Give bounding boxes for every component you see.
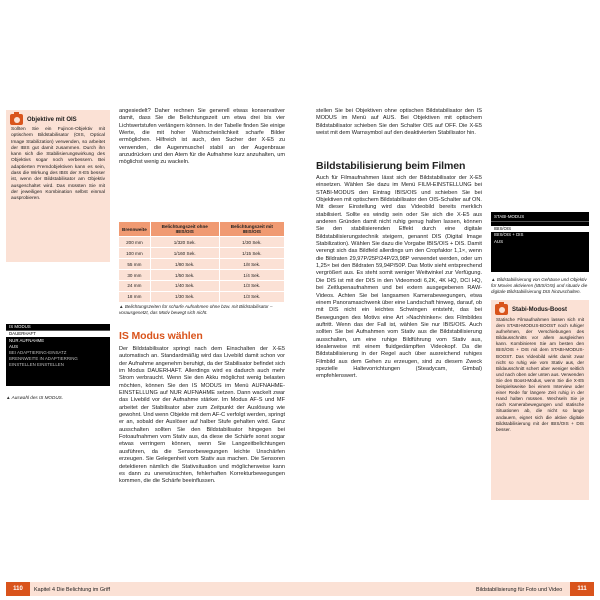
camera-menu-screenshot-is-modus [6, 324, 110, 386]
menu-hint-2: BRENNWEITE IN ADAPTIERRING [9, 356, 78, 362]
table-row: 18 mm 1/30 Sek. 1/3 Sek. [119, 291, 285, 301]
heading-is-modus: IS Modus wählen [119, 330, 203, 342]
sidebar-note-ois [6, 110, 110, 262]
table-row: 100 mm 1/160 Sek. 1/15 Sek. [119, 248, 285, 259]
menu-item-ibis-ois-dis[interactable]: IBIS/OIS + DIS [494, 232, 524, 238]
note-title: Stabi-Modus-Boost [512, 306, 567, 313]
triangle-icon: ▲ [119, 304, 124, 309]
page-number-right: 111 [570, 582, 594, 596]
exposure-table [119, 222, 285, 302]
paragraph-deactivate: stellen Sie bei Objektiven ohne optischen Bildstabilisator den IS MODUS im Menü auf AUS. Bei Objektiven mit optischem Bildstabilisator schieben Sie den Schalter OIS auf OFF. Die X-E5 weist mit dem Warnsymbol auf den deaktivierten Stabilisator hin. [316, 108, 482, 137]
menu-item-nur-aufnahme[interactable]: NUR AUFNAHME [9, 337, 45, 343]
camera-icon [10, 114, 23, 125]
triangle-icon: ▲ [491, 277, 496, 282]
page-number-left: 110 [6, 582, 30, 596]
menu-header: IS MODUS [6, 324, 110, 331]
note-text: Statische Filmaufnahmen lassen sich mit dem STABI-MODUS-BOOST noch ruhiger aufnehmen, der Verschiebungen des Bildausschnitts vor allem ausgleichen kann. Kombinieren Sie am besten den IBIS/OIS + DIS mit dem STABI-MODUS-BOOST. Das Videobild wirkt damit zwar nicht so ruhig wie vom Stativ aus, der Bildausschnitt schert aber weniger seitlich und nach oben oder unten aus. Verwenden Sie den Boost-Modus, wenn Sie die X-E5 beispielsweise bei einem Interview oder einer Rede für längere Zeit ruhig in der Hand halten müssen. Wechseln Sie je nach Kamerabewegungen und statische Situationen ab, die nicht so lange andauern, eignet sich die aktive digitale Bildstabilisierung mit der IBIS/OIS + DIS besser. [496, 317, 584, 432]
table-row: 55 mm 1/80 Sek. 1/8 Sek. [119, 259, 285, 270]
camera-icon [495, 304, 508, 315]
menu-header: STABI-MODUS [491, 212, 589, 222]
caption-stabi-modus: ▲ Bildstabilisierung von Gehäuse und Objektiv für Movies aktivieren (IBIS/OIS) und situativ die digitale Bildstabilisierung DIS hinzuschalten. [491, 277, 588, 294]
menu-item-aus[interactable]: AUS [9, 343, 19, 349]
caption-is-modus: ▲ Auswahl des IS MODUS. [6, 395, 63, 400]
caption-table: ▲ Belichtungszeiten für scharfe Aufnahmen ohne bzw. mit Bildstabilisator – vorausgesetzt, das Motiv bewegt sich nicht. [119, 304, 273, 315]
footer-chapter: Kapitel 4 Die Belichtung im Griff [34, 587, 111, 593]
paragraph-intro: angesiedelt? Daher rechnen Sie generell etwas konservativer damit, dass Sie die Belichtungszeit um etwa drei bis vier Lichtwertstufen verlängern können. In der Tabelle finden Sie einige Werte, die mit hoher Wahrscheinlichkeit scharfe Bilder ermöglichen. Hilfreich ist auch, den Sucher der X-E5 zu verwenden, die Augenmuschel stabil an der Augenbraue anzudrücken und den Atem für die Aufnahme kurz anzuhalten, um möglichst wenig zu wackeln. [119, 108, 285, 166]
note-title: Objektive mit OIS [27, 116, 77, 123]
paragraph-filmen: Auch für Filmaufnahmen lässt sich der Bildstabilisator der X-E5 einsetzen. Wählen Sie dazu im Menü FILM-EINSTELLUNG bei STABI-MODUS den Eintrag IBIS/OIS und schieben Sie bei Objektiven mit optischem Bildstabilisator den OIS-Schalter auf ON. Mit dieser Einstellung wird das Videobild bereits merklich stabilisiert. Sollte es windig sein oder Sie sich die X-E5 aus anderen Gründen damit nicht ruhig genug halten lassen, können Sie den stabilisierenden Effekt durch eine digitale Bildstabilisierungstechnik steigern, genannt DIS (Digital Image Stabilization). Wählen Sie dazu die Vorgabe IBIS/OIS + DIS. Damit verengt sich das Bildfeld allerdings um den Cropfaktor 1,1×, wenn die Bildraten 29,97P/25P/24P/23,98P verwendet werden, oder um 1,25× bei den Bildraten 59,94P/50P. Das Motiv sieht entsprechend vergrößert aus. Es steht somit weniger Weitwinkel zur Verfügung. Die DIS ist mit der DIS in den Videomodi 6,2K, 4K HQ, DCI HQ, bei Zeitlupenaufnahmen und bei extern ausgegebenen RAW-Videos. Achten Sie bei langsamen Kamerabewegungen, etwa einem Panoramaschwenk über eine Landschaft hinweg, darauf, ob mit DIS nicht ein leichtes Schwingen entsteht, das bei Bewegungen des Motivs eine Art »Nachhinken« des Filmbildes auftritt. Wenn das der Fall ist, wählen Sie nur IBIS/OIS. Auch sollten Sie bei Aufnahmen vom Stativ aus die Bildstabilisierung ausschalten, um eine ruhige Bildführung vom Stativ aus, idealerweise mit einem fluidgedämpften Videokopf. Da die Bildstabilisierung in der Regel auch über ausreichend ruhiges Filmbild aus dem Gehen zu erzeugen, sind zu diesem Zweck spezielle Haltevorrichtungen (Steadycam, Gimbal) empfehlenswert. [316, 175, 482, 380]
table-row: 200 mm 1/320 Sek. 1/30 Sek. [119, 237, 285, 248]
menu-hint-3: EINSTELLEN EINSTELLEN [9, 362, 64, 368]
paragraph-is-modus: Der Bildstabilisator springt nach dem Einschalten der X-E5 automatisch an. Standardmäßig wird das Livebild damit schon vor der Aufnahme angenehm beruhigt, da der Stabilisator befindet sich im Modus DAUERHAFT. Allerdings wird es dadurch auch mehr Strom verbraucht. Wenn Sie den Akku möglichst wenig belasten möchten, können Sie den IS MODUS im Menü AUFNAHME-EINSTELLUNG auf NUR AUFNAHME setzen. Dann wackelt zwar das Livebild vor der Aufnahme stärker. Im Modus AF-S und MF arbeitet der Stabilisator aber zum Zeitpunkt der Auslösung wie gewohnt. Und wenn Objekte mit dem AF-C verfolgt werden, springt er an, sobald der Auslöser auf halber Stufe gehalten wird. Ganz ausschalten sollten Sie den Bildstabilisator hingegen bei Fotoaufnahmen vom Stativ aus, da diese die Schärfe sonst sogar etwas verringern können, wenn Sie Langzeitbelichtungen ausführen, da die Sensorbewegungen leichte Unschärfen erzeugen. Sie Gelegenheit vom Stativ aus machen. Die Sensoren detektieren nämlich die Stativsituation und möglicherweise kann es dann zu unerwünschten, fehlerhaften Korrekturbewegungen kommen, die die Schärfe beeinflussen. [119, 346, 285, 485]
menu-item-ibis-ois[interactable]: IBIS/OIS [491, 226, 589, 232]
table-header: Brennweite [119, 222, 150, 237]
menu-item-aus[interactable]: AUS [494, 238, 504, 244]
table-row: 30 mm 1/50 Sek. 1/4 Sek. [119, 270, 285, 281]
sidebar-note-boost [491, 300, 589, 500]
menu-item-dauerhaft[interactable]: DAUERHAFT [6, 331, 110, 337]
table-header: Belichtungszeit mit IBIS/OIS [219, 222, 284, 237]
menu-hint-1: BEI ADAPTIERING-EINSATZ [9, 350, 67, 356]
note-text: Sollten Sie ein Fujinon-Objektiv mit optischem Bildstabilisator (OIS, Optical Image Stabilization) verwenden, so arbeitet der IBIS gut damit zusammen. Durch ihn kann sich die Stabilisierungswirkung des Objektivs sogar noch verbessern. Bei adaptierten Fremdobjektiven kann es sein, dass die Wirkung des IBIS der X-E5 besser ist, wenn der Bildstabilisator am Objektiv ausgeschaltet wird. Das müssten Sie mit der jeweiligen Kombination selbst einmal ausprobieren. [11, 127, 105, 202]
triangle-icon: ▲ [6, 395, 11, 400]
camera-menu-screenshot-stabi-modus [491, 212, 589, 272]
table-header: Belichtungszeit ohne IBIS/OIS [150, 222, 219, 237]
footer-section: Bildstabilisierung für Foto und Video [476, 587, 563, 593]
heading-filmen: Bildstabilisierung beim Filmen [316, 160, 466, 172]
table-row: 24 mm 1/40 Sek. 1/3 Sek. [119, 280, 285, 291]
